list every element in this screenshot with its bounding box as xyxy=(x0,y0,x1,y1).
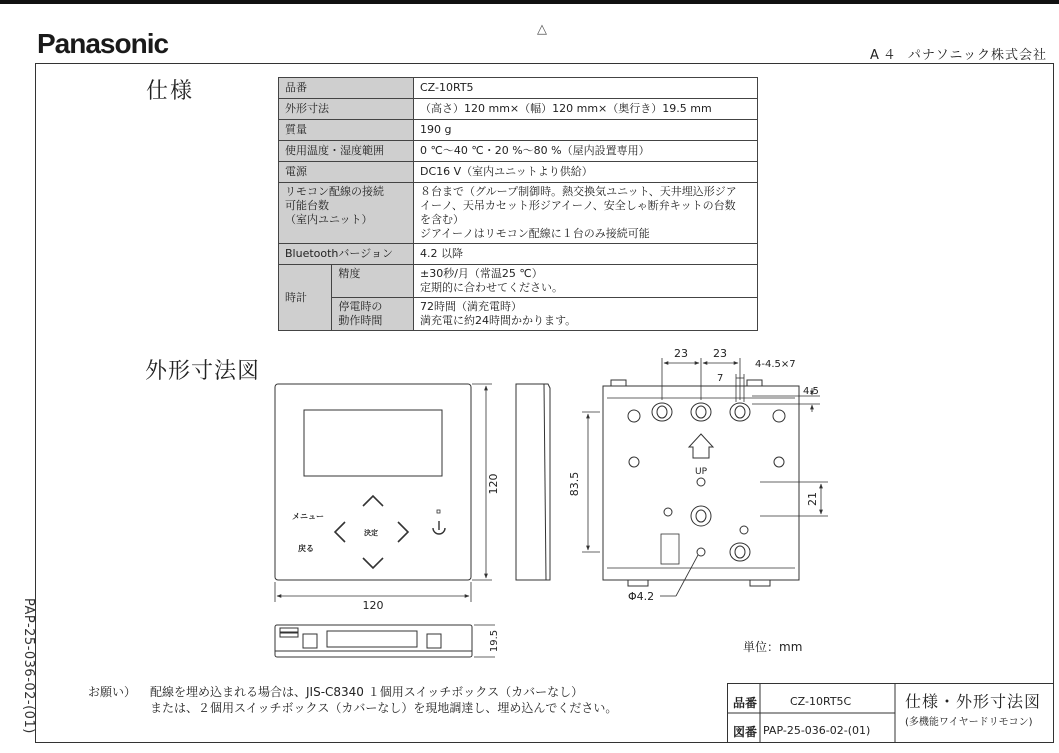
bottom-view xyxy=(275,625,495,657)
spec-label: リモコン配線の接続 可能台数 （室内ユニット） xyxy=(279,183,414,244)
indicator-led xyxy=(437,510,440,513)
spec-label: 電源 xyxy=(279,162,414,183)
display-screen xyxy=(304,410,442,476)
drawing-number-value: PAP-25-036-02-(01) xyxy=(763,724,871,737)
spec-label: 外形寸法 xyxy=(279,99,414,120)
side-doc-number: PAP-25-036-02-(01) xyxy=(21,598,36,734)
unit-label: 単位：mm xyxy=(743,640,803,654)
dim-4-5: 4.5 xyxy=(803,386,819,397)
spec-value: ±30秒/月（常温25 ℃） 定期的に合わせてください。 xyxy=(414,265,758,298)
dimension-heading: 外形寸法図 xyxy=(145,359,261,384)
dim-23-left: 23 xyxy=(674,347,688,360)
paper-size: A４ xyxy=(870,48,900,63)
depth-dim: 19.5 xyxy=(489,629,500,653)
drawing-subtitle: (多機能ワイヤードリモコン) xyxy=(905,717,1033,728)
up-direction-icon xyxy=(689,434,713,458)
side-view xyxy=(516,384,550,580)
spec-value: （高さ）120 mm×（幅）120 mm×（奥行き）19.5 mm xyxy=(414,99,758,120)
company-name: パナソニック株式会社 xyxy=(907,48,1047,63)
spec-label: 精度 xyxy=(332,265,414,298)
note-line-1: 配線を埋め込まれる場合は、JIS-C8340 １個用スイッチボックス（カバーなし） xyxy=(150,685,584,699)
brand-logo: Panasonic xyxy=(37,28,169,59)
spec-label: 停電時の 動作時間 xyxy=(332,298,414,331)
drawing-title: 仕様・外形寸法図 xyxy=(905,692,1042,711)
dim-phi: Φ4.2 xyxy=(628,590,655,603)
drawing-number-label: 図番 xyxy=(733,725,758,739)
part-number-label: 品番 xyxy=(733,696,758,710)
spec-value: 4.2 以降 xyxy=(414,244,758,265)
height-dim: 120 xyxy=(487,473,500,495)
note-label: お願い） xyxy=(88,685,137,699)
spec-value: 0 ℃～40 ℃・20 %～80 %（屋内設置専用） xyxy=(414,141,758,162)
spec-label: 使用温度・湿度範囲 xyxy=(279,141,414,162)
note-line-2: または、２個用スイッチボックス（カバーなし）を現地調達し、埋め込んでください。 xyxy=(150,701,618,715)
width-dim: 120 xyxy=(362,599,384,612)
dim-21: 21 xyxy=(806,492,819,506)
left-arrow-icon xyxy=(335,522,345,542)
enter-label: 決定 xyxy=(364,529,378,537)
spec-value: 190 g xyxy=(414,120,758,141)
spec-value: DC16 V（室内ユニットより供給） xyxy=(414,162,758,183)
spec-label: 質量 xyxy=(279,120,414,141)
rear-dimensions xyxy=(582,358,828,596)
rear-view xyxy=(603,380,799,586)
dim-83-5: 83.5 xyxy=(568,471,581,497)
up-arrow-icon xyxy=(363,496,383,506)
dim-23-right: 23 xyxy=(713,347,727,360)
right-arrow-icon xyxy=(398,522,408,542)
back-label: 戻る xyxy=(298,544,314,553)
dim-holes: 4-4.5×7 xyxy=(755,359,796,370)
dim-7: 7 xyxy=(717,373,724,384)
down-arrow-icon xyxy=(363,558,383,568)
spec-value: ８台まで（グループ制御時。熱交換気ユニット、天井埋込形ジア イーノ、天吊カセット形ジアイーノ、安全しゃ断弁キットの台数 を含む） ジアイーノはリモコン配線に１台のみ接続可能 xyxy=(414,183,758,244)
menu-label: メニュー xyxy=(292,512,324,521)
spec-label: Bluetoothバージョン xyxy=(279,244,414,265)
up-label: UP xyxy=(694,467,708,477)
spec-label-clock: 時計 xyxy=(279,265,332,331)
revision-mark: △ xyxy=(537,22,547,37)
spec-label: 品番 xyxy=(279,78,414,99)
spec-value: CZ-10RT5 xyxy=(414,78,758,99)
part-number-value: CZ-10RT5C xyxy=(790,695,852,708)
spec-value: 72時間（満充電時） 満充電に約24時間かかります。 xyxy=(414,298,758,331)
spec-heading: 仕様 xyxy=(146,79,195,104)
